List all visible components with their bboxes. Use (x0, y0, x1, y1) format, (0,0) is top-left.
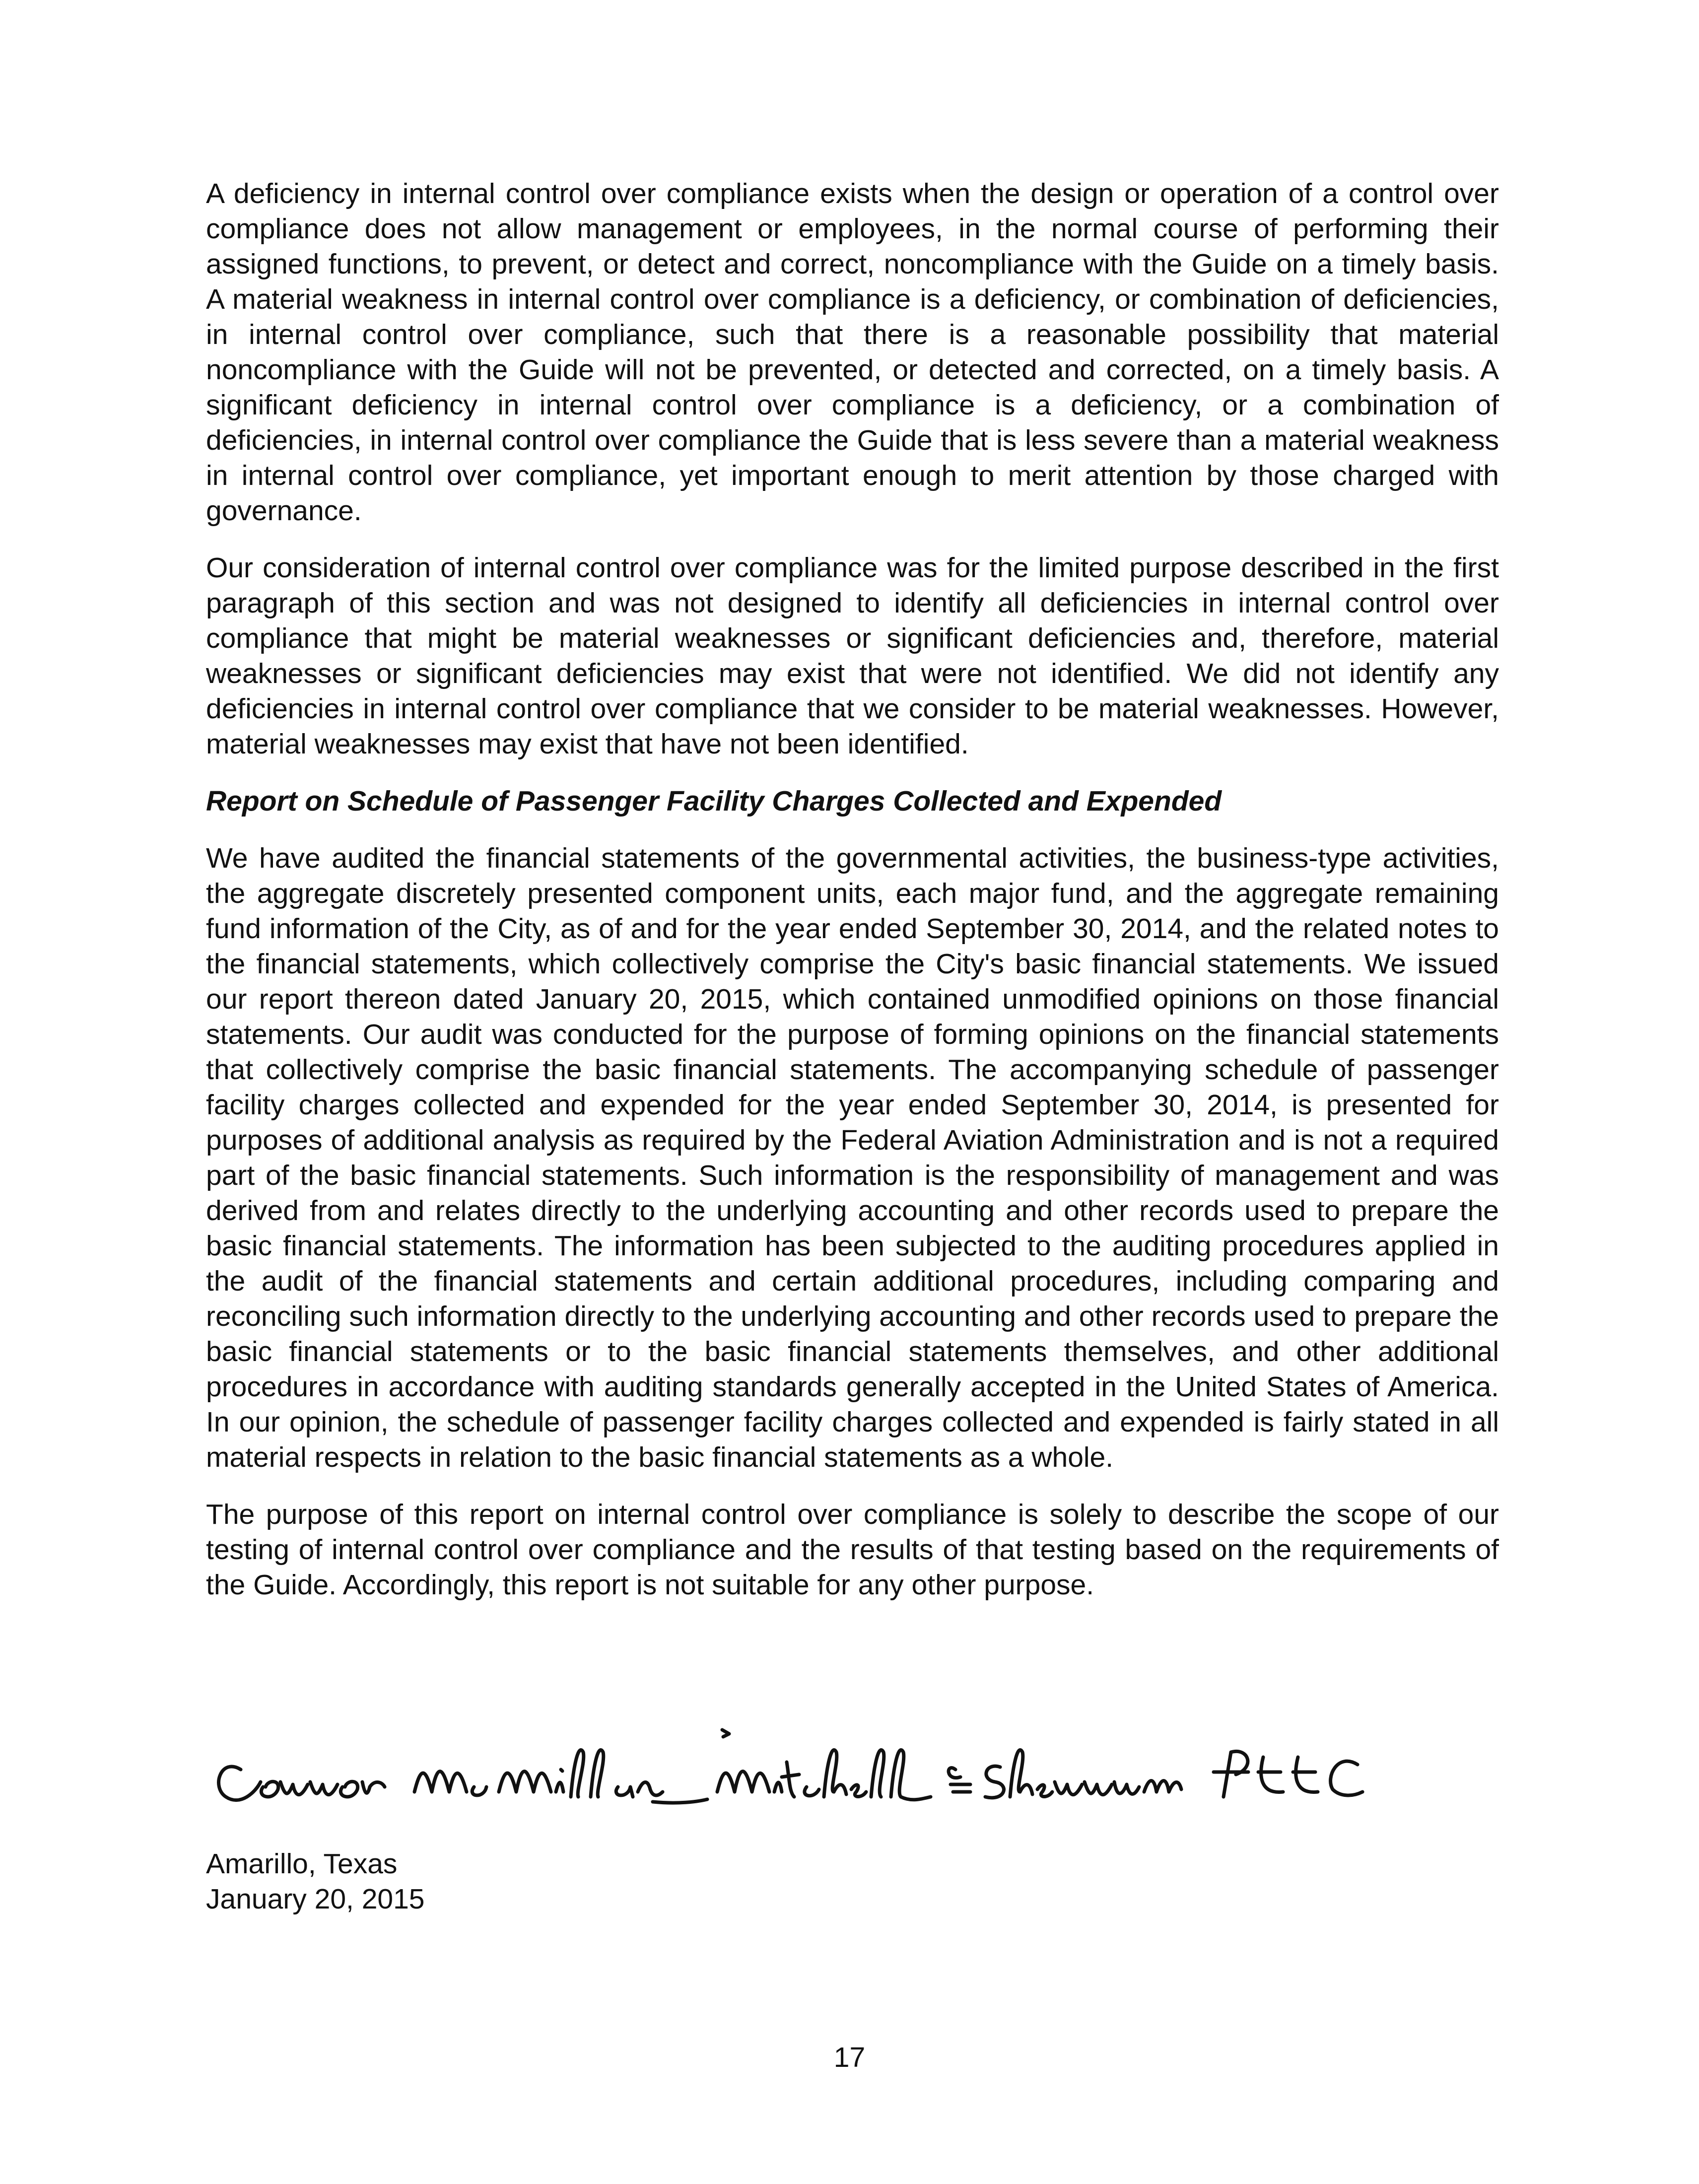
signature-date: January 20, 2015 (206, 1883, 425, 1915)
signature-city: Amarillo, Texas (206, 1848, 398, 1880)
handwritten-signature (206, 1722, 1367, 1822)
paragraph-schedule-opinion: We have audited the financial statements of the governmental activities, the business-type activities, the aggregate discretely presented component units, each major fund, and the aggregate remaining fund information of the City, as of and for the year ended September 30, 2014, and the related notes to the financial statements, which collectively comprise the City's basic financial statements. We issued our report thereon dated January 20, 2015, which contained unmodified opinions on those financial statements. Our audit was conducted for the purpose of forming opinions on the financial statements that collectively comprise the basic financial statements. The accompanying schedule of passenger facility charges collected and expended for the year ended September 30, 2014, is presented for purposes of additional analysis as required by the Federal Aviation Administration and is not a required part of the basic financial statements. Such information is the responsibility of management and was derived from and relates directly to the underlying accounting and other records used to prepare the basic financial statements. The information has been subjected to the auditing procedures applied in the audit of the financial statements and certain additional procedures, including comparing and reconciling such information directly to the underlying accounting and other records used to prepare the basic financial statements or to the basic financial statements themselves, and other additional procedures in accordance with auditing standards generally accepted in the United States of America. In our opinion, the schedule of passenger facility charges collected and expended is fairly stated in all material respects in relation to the basic financial statements as a whole. (206, 842, 1499, 1473)
paragraph-consideration-limited-purpose: Our consideration of internal control over compliance was for the limited purpose described in the first paragraph of this section and was not designed to identify all deficiencies in internal control over compliance that might be material weaknesses or significant deficiencies and, therefore, material weaknesses or significant deficiencies may exist that were not identified. We did not identify any deficiencies in internal control over compliance that we consider to be material weaknesses. However, material weaknesses may exist that have not been identified. (206, 552, 1499, 760)
page-number: 17 (833, 2042, 866, 2073)
signature-scribble-icon (206, 1722, 1367, 1822)
paragraph-deficiency-definitions: A deficiency in internal control over compliance exists when the design or operation of a control over compliance does not allow management or employees, in the normal course of performing their assigned functions, to prevent, or detect and correct, noncompliance with the Guide on a timely basis. A material weakness in internal control over compliance is a deficiency, or combination of deficiencies, in internal control over compliance, such that there is a reasonable possibility that material noncompliance with the Guide will not be prevented, or detected and corrected, on a timely basis. A significant deficiency in internal control over compliance is a deficiency, or a combination of deficiencies, in internal control over compliance the Guide that is less severe than a material weakness in internal control over compliance, yet important enough to merit attention by those charged with governance. (206, 178, 1499, 527)
signature-location-block (206, 1846, 425, 1917)
paragraph-report-purpose: The purpose of this report on internal control over compliance is solely to describe the scope of our testing of internal control over compliance and the results of that testing based on the requirements of the Guide. Accordingly, this report is not suitable for any other purpose. (206, 1499, 1499, 1601)
document-body (206, 176, 1499, 1625)
section-heading: Report on Schedule of Passenger Facility Charges Collected and Expended (206, 785, 1222, 817)
